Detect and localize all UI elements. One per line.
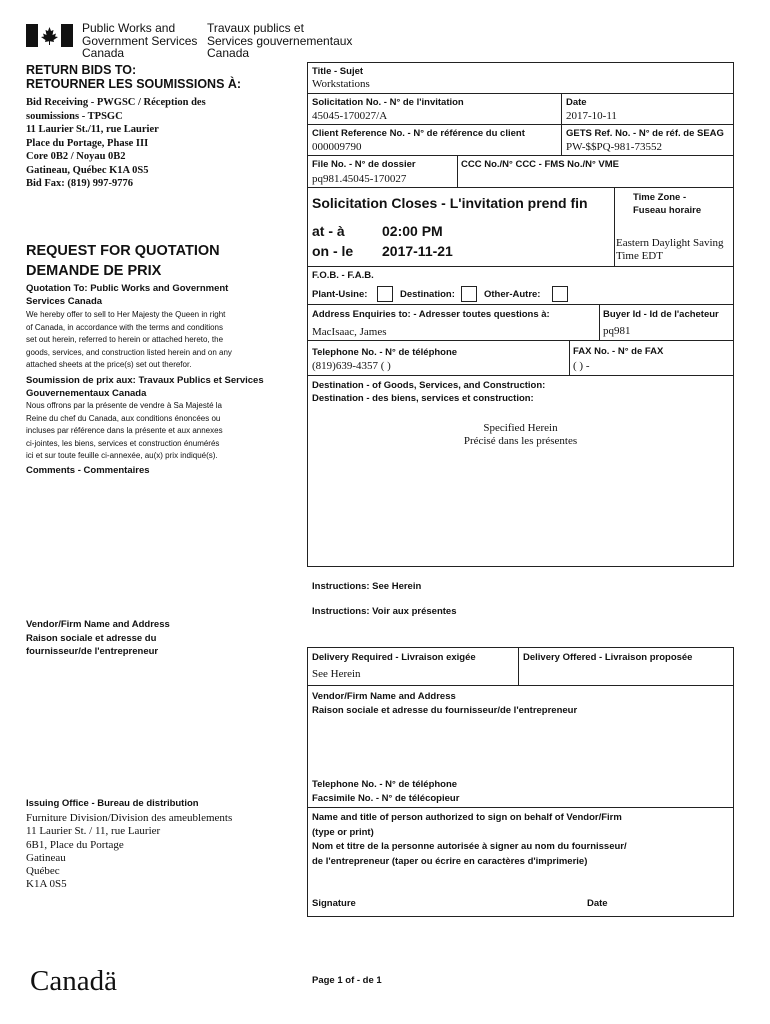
department-name-fr: Travaux publics et Services gouvernementaux Canada — [207, 21, 353, 60]
buyer-id-value: pq981 — [603, 325, 631, 337]
authorized-signer-label: Name and title of person authorized to sign on behalf of Vendor/Firm (type or print) Nom et titre de la personne autorisée à signer au nom du fournisseur/ de l'entrepreneur (taper ou écrire en caractères d'imprimerie) — [312, 812, 627, 867]
fob-plant-label: Plant-Usine: — [312, 289, 368, 300]
fob-destination-label: Destination: — [400, 289, 455, 300]
closing-time: 02:00 PM — [382, 223, 443, 239]
department-name-en: Public Works and Government Services Canada — [82, 21, 198, 60]
vendor-telephone-label: Telephone No. - N° de téléphone — [312, 779, 458, 790]
solicitation-closes-title: Solicitation Closes - L'invitation prend fin — [312, 195, 588, 211]
fob-label: F.O.B. - F.A.B. — [312, 270, 374, 281]
date-value: 2017-10-11 — [566, 110, 617, 122]
title-value: Workstations — [312, 78, 370, 90]
telephone-label: Telephone No. - N° de téléphone — [312, 347, 458, 358]
solicitation-no-label: Solicitation No. - N° de l'invitation — [312, 97, 464, 108]
time-zone-label: Time Zone - Fuseau horaire — [633, 192, 702, 216]
destination-value: Specified Herein Précisé dans les présentes — [463, 422, 578, 447]
signature-label: Signature — [312, 898, 356, 909]
telephone-value: (819)639-4357 ( ) — [312, 360, 391, 372]
comments-label: Comments - Commentaires — [26, 465, 150, 476]
quotation-to-heading: Quotation To: Public Works and Government Services Canada — [26, 283, 229, 307]
issuing-office-address: Furniture Division/Division des ameublements 11 Laurier St. / 11, rue Laurier 6B1, Place du Portage Gatineau Québec K1A 0S5 — [26, 812, 233, 891]
solicitation-no-value: 45045-170027/A — [312, 110, 388, 122]
return-bids-title: RETURN BIDS TO: RETOURNER LES SOUMISSIONS À: — [26, 63, 242, 91]
destination-label: Destination - of Goods, Services, and Construction: Destination - des biens, services et construction: — [312, 380, 546, 404]
issuing-office-label: Issuing Office - Bureau de distribution — [26, 798, 199, 809]
fob-plant-checkbox[interactable] — [377, 286, 393, 302]
vendor-left-label: Vendor/Firm Name and Address Raison sociale et adresse du fournisseur/de l'entrepreneur — [26, 619, 170, 657]
client-ref-value: 000009790 — [312, 141, 362, 153]
quotation-to-body: We hereby offer to sell to Her Majesty the Queen in right of Canada, in accordance with the terms and conditions set out herein, referred to herein or attached hereto, the goods, services, and construction listed herein and on any attached sheets at the price(s) set out therefor. — [26, 310, 232, 369]
vendor-right-label: Vendor/Firm Name and Address Raison sociale et adresse du fournisseur/de l'entrepreneur — [312, 691, 578, 716]
client-ref-label: Client Reference No. - N° de référence du client — [312, 128, 525, 139]
fax-value: ( ) - — [573, 360, 590, 372]
time-zone-value: Eastern Daylight Saving Time EDT — [616, 237, 724, 262]
file-no-label: File No. - N° de dossier — [312, 159, 416, 170]
delivery-offered-label: Delivery Offered - Livraison proposée — [523, 652, 693, 663]
vendor-facsimile-label: Facsimile No. - N° de télécopieur — [312, 793, 460, 804]
title-label: Title - Sujet — [312, 66, 364, 77]
rfq-title: REQUEST FOR QUOTATION DEMANDE DE PRIX — [26, 243, 220, 279]
canada-flag-logo — [26, 24, 73, 47]
page-number: Page 1 of - de 1 — [312, 975, 382, 986]
delivery-required-label: Delivery Required - Livraison exigée — [312, 652, 476, 663]
enquiries-label: Address Enquiries to: - Adresser toutes questions à: — [312, 309, 550, 320]
fob-other-checkbox[interactable] — [552, 286, 568, 302]
instructions-fr: Instructions: Voir aux présentes — [312, 606, 457, 617]
enquiries-value: MacIsaac, James — [312, 326, 387, 338]
gets-ref-label: GETS Ref. No. - N° de réf. de SEAG — [566, 128, 724, 139]
signature-date-label: Date — [587, 898, 608, 909]
buyer-id-label: Buyer Id - Id de l'acheteur — [603, 309, 719, 320]
fax-label: FAX No. - N° de FAX — [573, 346, 664, 357]
ccc-no-label: CCC No./N° CCC - FMS No./N° VME — [461, 159, 620, 170]
file-no-value: pq981.45045-170027 — [312, 173, 407, 185]
soumission-body: Nous offrons par la présente de vendre à Sa Majesté la Reine du chef du Canada, aux conditions énoncées ou incluses par référence dans la présente et aux annexes ci-jointes, les biens, services et construction énumérés ici et sur toute feuille ci-annexée, au(x) prix indiqué(s). — [26, 401, 223, 460]
instructions-en: Instructions: See Herein — [312, 581, 422, 592]
soumission-heading: Soumission de prix aux: Travaux Publics et Services Gouvernementaux Canada — [26, 375, 264, 399]
fob-destination-checkbox[interactable] — [461, 286, 477, 302]
delivery-required-value: See Herein — [312, 668, 361, 680]
fob-other-label: Other-Autre: — [484, 289, 541, 300]
closing-date: 2017-11-21 — [382, 243, 453, 259]
date-label: Date — [566, 97, 587, 108]
at-label: at - à — [312, 223, 345, 239]
return-bids-address: Bid Receiving - PWGSC / Réception des soumissions - TPSGC 11 Laurier St./11, rue Laurier Place du Portage, Phase III Core 0B2 / Noyau 0B2 Gatineau, Québec K1A 0S5 Bid Fax: (819) 997-9776 — [26, 97, 206, 189]
gets-ref-value: PW-$$PQ-981-73552 — [566, 141, 662, 153]
canada-wordmark: Canadä — [30, 965, 117, 997]
on-label: on - le — [312, 243, 354, 259]
